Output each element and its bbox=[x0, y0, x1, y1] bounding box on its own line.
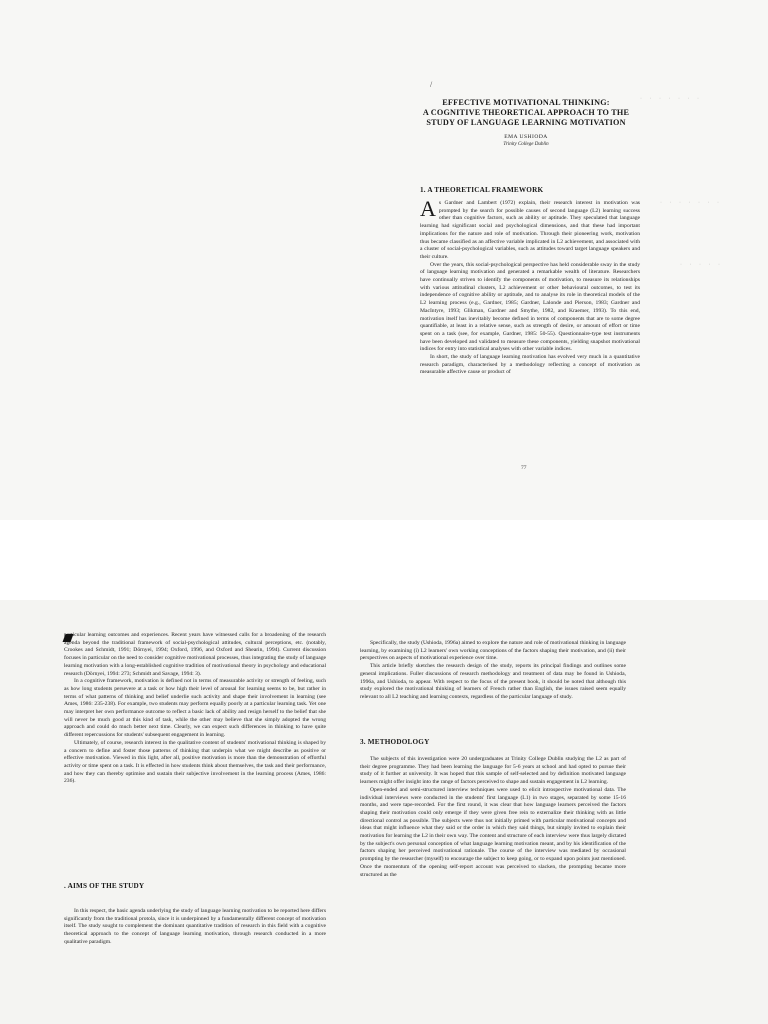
paragraph: This article briefly sketches the research design of the study, reports its principal findings and outlines some general implications. Fuller discussions of research methodology and treatment of data may be found in Ushioda, 1996a, and Ushioda, to appear. With respect to the focus of the present book, it should be noted that although this study explored the motivational thinking of learners of French rather than English, the issues raised seem equally relevant to all L2 teaching and learning contexts, regardless of the particular language of study. bbox=[360, 663, 626, 700]
paragraph: In a cognitive framework, motivation is defined not in terms of measurable activity or strength of feeling, such as how long students persevere at a task or how high their level of arousal for learning seems to be, but rather in terms of what patterns of thinking and belief underlie such activity and shape their involvement in learning (see Ames, 1986: 235-238). For example, two students may perform equally poorly at a particular learning task. Yet one may interpret her own performance outcome to reflect a basic lack of ability and resign herself to the belief that she will never be much good at this kind of task, while the other may believe that she simply adopted the wrong approach and could do much better next time. Clearly, we can expect such differences in thinking to have quite different repercussions for students' subsequent engagement in learning. bbox=[64, 678, 326, 739]
article-title-block bbox=[392, 98, 660, 147]
lower-left-body-text bbox=[64, 632, 326, 786]
upper-body-text bbox=[420, 196, 640, 377]
page-number: 77 bbox=[521, 465, 527, 471]
author-name: EMA USHIODA bbox=[504, 134, 548, 140]
paragraph: Specifically, the study (Ushioda, 1996a) aimed to explore the nature and role of motivational thinking in language learning, by examining (i) L2 learners' own working conceptions of the factors shaping their motivation, and (ii) their perspectives on aspects of motivational experience over time. bbox=[360, 640, 626, 662]
section-heading-aims: . AIMS OF THE STUDY bbox=[64, 882, 145, 890]
paragraph: The subjects of this investigation were 20 undergraduates at Trinity College Dublin studying the L2 as part of their degree programme. They had been learning the language for 5-6 years at school and had opted to pursue their study of it further at university. It was hoped that this sample of self-selected and by definition motivated language learners might offer insight into the range of factors perceived to shape and sustain engagement in L2 learning. bbox=[360, 756, 626, 786]
stray-mark: / bbox=[430, 80, 433, 89]
paragraph: In short, the study of language learning motivation has evolved very much in a quantitative research paradigm, characterised by a methodology reflecting a concept of motivation as measurable affective cause or product of bbox=[420, 354, 640, 376]
paragraph: Over the years, this social-psychological perspective has held considerable sway in the study of language learning motivation and generated a remarkable wealth of literature. Researchers have continually striven to identify the components of motivation, to measure its relationships with various attitudinal clusters, L2 achievement or other behavioural outcomes, to test its independence of cognitive ability or aptitude, and to analyse its role in theoretical models of the L2 learning process (e.g., Gardner, 1985; Gardner, Lalonde and Pierson, 1983; Gardner and MacIntyre, 1993; Glikman, Gardner and Smythe, 1982, and Kraemer, 1993). To this end, motivation itself has inevitably become defined in terms of components that are to some degree quantifiable, at least in a relative sense, such as strength of desire, or amount of effort or time spent on a task (see, for example, Gardner, 1985: 50-55). Questionnaire-type test instruments have been developed and validated to measure these components, yielding snapshot motivational indices for entry into statistical analyses with other variable indices. bbox=[420, 261, 640, 353]
paragraph bbox=[420, 196, 640, 262]
paragraph-text: s Gardner and Lambert (1972) explain, their research interest in motivation was prompted by the search for possible causes of second language (L2) learning success other than cognitive factors, such as ability or aptitude. They speculated that language learning had significant social and psychological dimensions, and that these had important implications for the nature and role of motivation. Through their pioneering work, motivation thus became classified as an affective variable implicated in L2 achievement, and associated with a cluster of social-psychological variables, such as attitudes toward target language speakers and their culture. bbox=[420, 200, 640, 260]
faint-dots: · · · · · · · bbox=[660, 200, 722, 206]
title-line-1: EFFECTIVE MOTIVATIONAL THINKING: bbox=[442, 98, 610, 107]
title-line-3: STUDY OF LANGUAGE LEARNING MOTIVATION bbox=[426, 118, 626, 127]
lower-right-body-text bbox=[360, 640, 626, 702]
faint-dots: · · · · · bbox=[680, 262, 723, 268]
paragraph: In this respect, the basic agenda underlying the study of language learning motivation to be reported here differs significantly from the traditional protola, since it is underpinned by a fundamentally different concept of motivation itself. The study sought to complement the dominant quantitative tradition of research in this field with a cognitive theoretical approach to the concept of language learning motivation, through research conducted in a more qualitative paradigm. bbox=[64, 908, 326, 945]
section-heading-methodology: 3. METHODOLOGY bbox=[360, 738, 430, 746]
section-heading-theoretical-framework: 1. A THEORETICAL FRAMEWORK bbox=[420, 186, 544, 194]
aims-body-text bbox=[64, 908, 326, 947]
paragraph: Ultimately, of course, research interest in the qualitative content of students' motivational thinking is shaped by a concern to define and foster those patterns of thinking that underpin what we might describe as positive or effective motivation. Viewed in this light, after all, positive motivation is more than the demonstration of effortful activity or time spent on a task. It is effected in how students think about themselves, the task and their performance, and how they can thereby optimise and sustain their subjective involvement in the learning process (Ames, 1986: 236). bbox=[64, 739, 326, 785]
paragraph: Open-ended and semi-structured interview techniques were used to elicit introspective motivational data. The individual interviews were conducted in the students' first language (L1) in two stages, separated by some 15-16 months, and were tape-recorded. For the first round, it was clear that how language learners perceived the factors shaping their motivation could only emerge if they were given free rein to externalize their thinking with as little directional control as possible. The subjects were thus not initially primed with particular motivational concepts and ideas that might influence what they said or the order in which they said things, but simply invited to explain their motivation for learning the L2 in their own way. The content and structure of each interview were thus largely dictated by the subject's own personal conception of what language learning motivation meant, and by his identification of the factors shaping her perceived motivational rationale. The course of the interview was mediated by occasional prompting by the researcher (myself) to encourage the subject to keep going, or to expand upon points just mentioned. Once the momentum of the opening self-report account was perceived to slacken, the prompting became more structured as the bbox=[360, 786, 626, 878]
author-affiliation: Trinity College Dublin bbox=[503, 142, 549, 147]
methodology-body-text bbox=[360, 756, 626, 879]
faint-dots: · · · · · · · bbox=[640, 96, 702, 102]
paragraph: particular learning outcomes and experiences. Recent years have witnessed calls for a broadening of the research agenda beyond the traditional framework of social-psychological attitudes, cultural perceptions, etc. (notably, Crookes and Schmidt, 1991; Dörnyei, 1994; Oxford, 1996, and Oxford and Shearin, 1994). Current discussion focuses in particular on the need to consider cognitive motivational processes, thus integrating the study of language learning motivation with a long-established cognitive tradition of motivational theory in psychology and educational research (Dörnyei, 1994: 273; Schmidt and Savage, 1994: 3). bbox=[64, 632, 326, 677]
drop-cap: A bbox=[420, 196, 436, 221]
title-line-2: A COGNITIVE THEORETICAL APPROACH TO THE bbox=[422, 108, 630, 117]
